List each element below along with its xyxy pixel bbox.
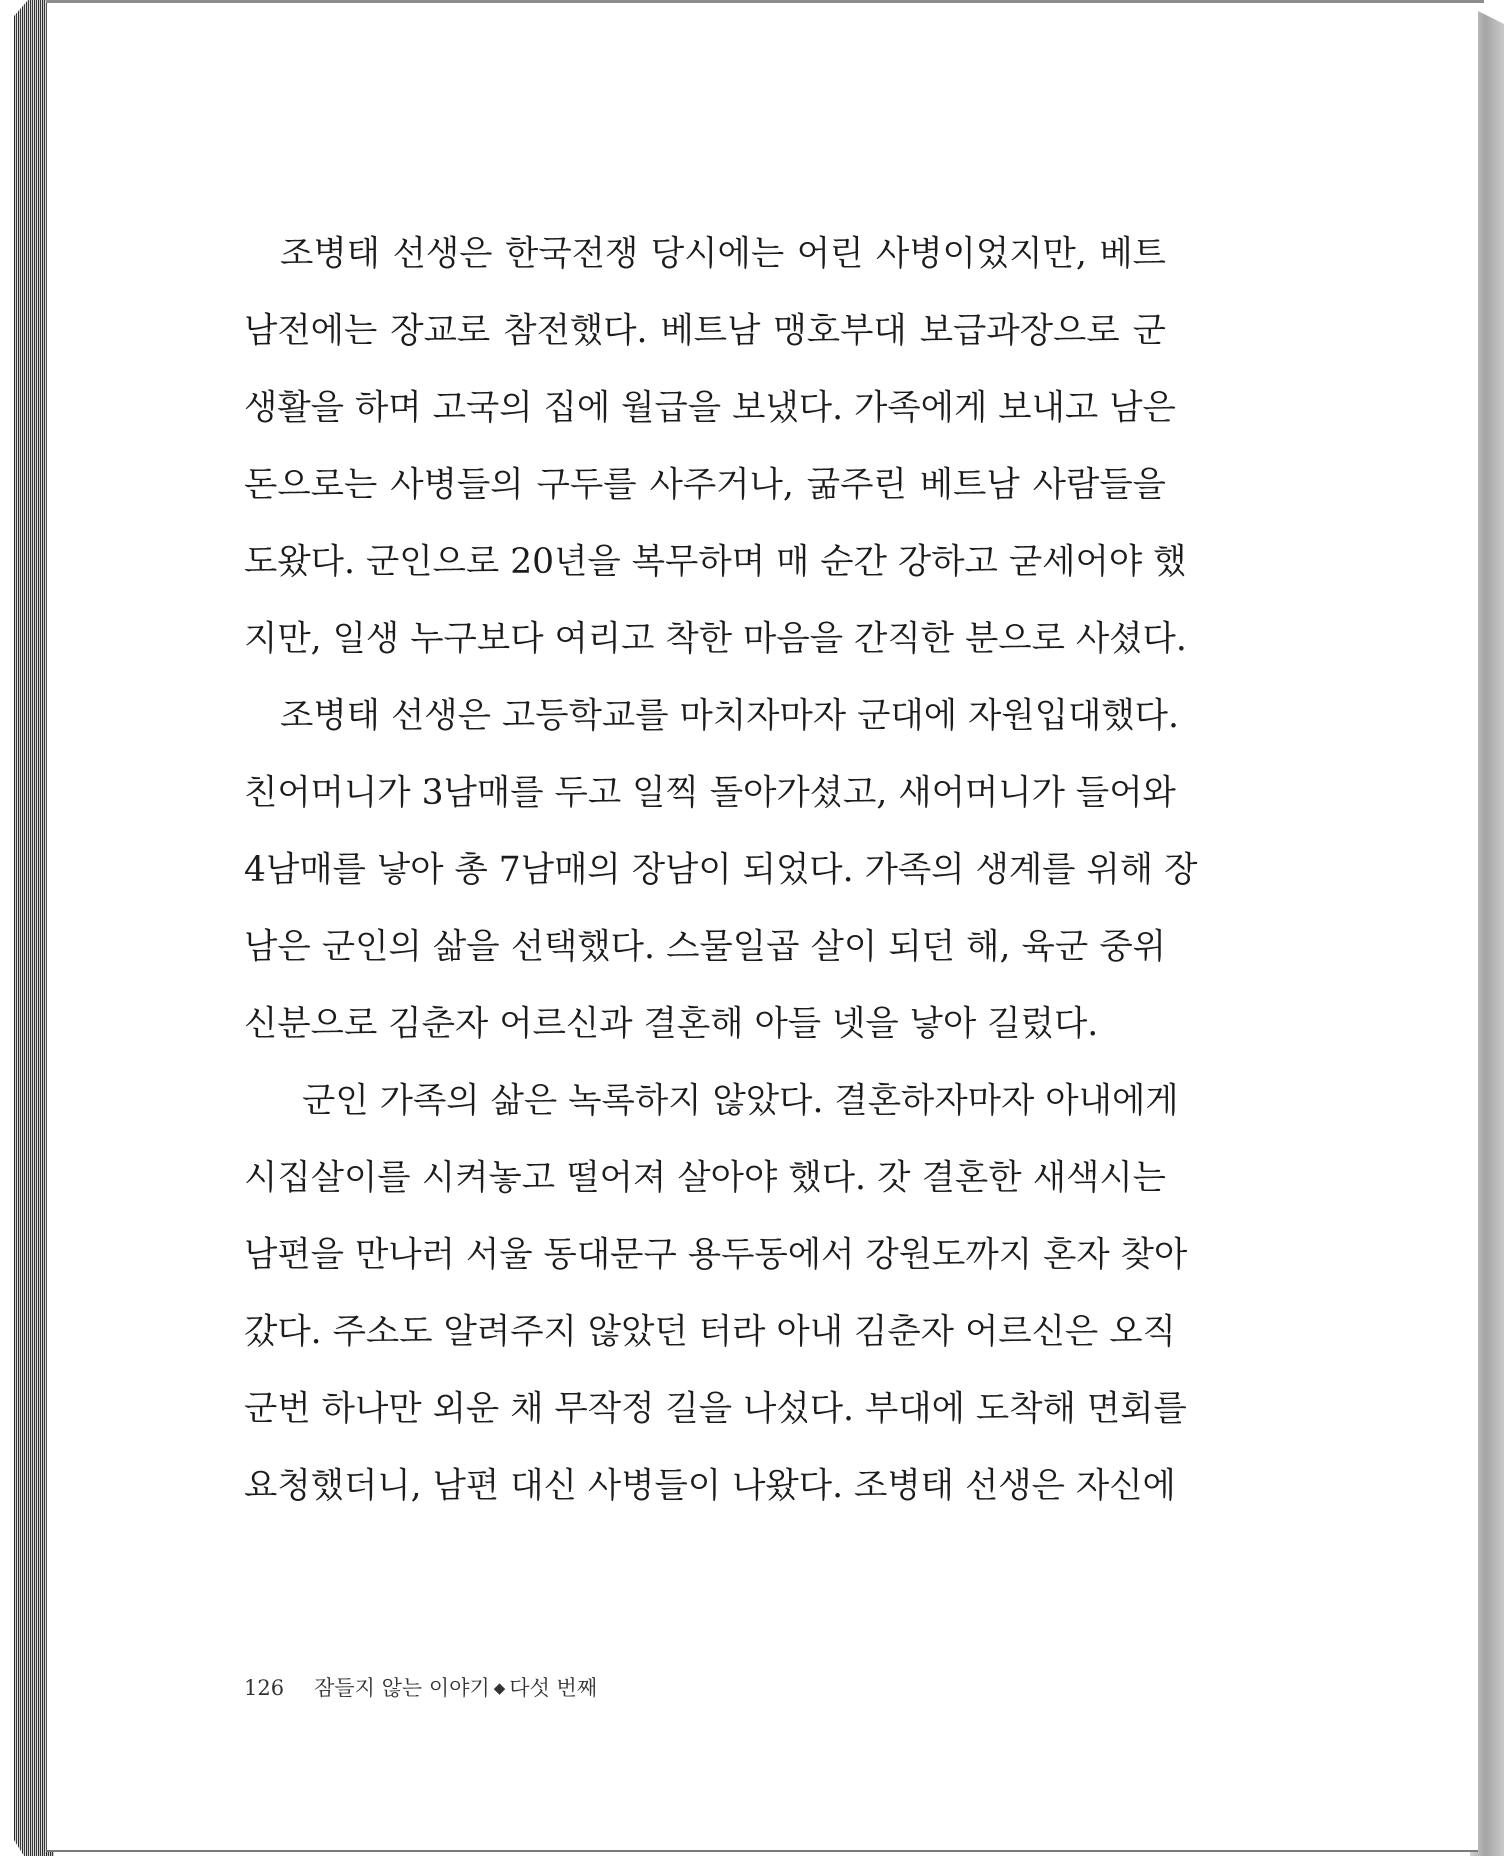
text-line: 조병태 선생은 고등학교를 마치자마자 군대에 자원입대했다. <box>280 696 1179 736</box>
running-title: 잠들지 않는 이야기 <box>314 1676 490 1700</box>
text-line: 군번 하나만 외운 채 무작정 길을 나섰다. 부대에 도착해 면회를 <box>244 1389 1187 1429</box>
text-line: 친어머니가 3남매를 두고 일찍 돌아가셨고, 새어머니가 들어와 <box>244 773 1176 813</box>
text-line: 갔다. 주소도 알려주지 않았던 터라 아내 김춘자 어르신은 오직 <box>244 1312 1176 1352</box>
text-line: 생활을 하며 고국의 집에 월급을 보냈다. 가족에게 보내고 남은 <box>244 388 1176 428</box>
volume-label: 다섯 번째 <box>509 1676 598 1700</box>
text-line: 남은 군인의 삶을 선택했다. 스물일곱 살이 되던 해, 육군 중위 <box>244 927 1166 967</box>
body-text <box>244 228 1198 1537</box>
text-line: 군인 가족의 삶은 녹록하지 않았다. 결혼하자마자 아내에게 <box>302 1081 1179 1121</box>
text-line: 도왔다. 군인으로 20년을 복무하며 매 순간 강하고 굳세어야 했 <box>244 542 1187 582</box>
page-footer <box>244 1672 597 1702</box>
text-line: 신분으로 김춘자 어르신과 결혼해 아들 넷을 낳아 길렀다. <box>244 1004 1099 1044</box>
page-top-edge <box>46 0 1484 3</box>
text-line: 지만, 일생 누구보다 여리고 착한 마음을 간직한 분으로 사셨다. <box>244 619 1187 659</box>
text-line: 남전에는 장교로 참전했다. 베트남 맹호부대 보급과장으로 군 <box>244 311 1166 351</box>
page-number: 126 <box>244 1676 285 1700</box>
diamond-separator-icon: ◆ <box>493 1679 506 1697</box>
text-line: 4남매를 낳아 총 7남매의 장남이 되었다. 가족의 생계를 위해 장 <box>244 850 1198 890</box>
text-line: 돈으로는 사병들의 구두를 사주거나, 굶주린 베트남 사람들을 <box>244 465 1166 505</box>
text-line: 남편을 만나러 서울 동대문구 용두동에서 강원도까지 혼자 찾아 <box>244 1235 1188 1275</box>
text-line: 시집살이를 시켜놓고 떨어져 살아야 했다. 갓 결혼한 새색시는 <box>244 1158 1166 1198</box>
text-line: 요청했더니, 남편 대신 사병들이 나왔다. 조병태 선생은 자신에 <box>244 1466 1176 1506</box>
text-line: 조병태 선생은 한국전쟁 당시에는 어린 사병이었지만, 베트 <box>280 234 1166 274</box>
